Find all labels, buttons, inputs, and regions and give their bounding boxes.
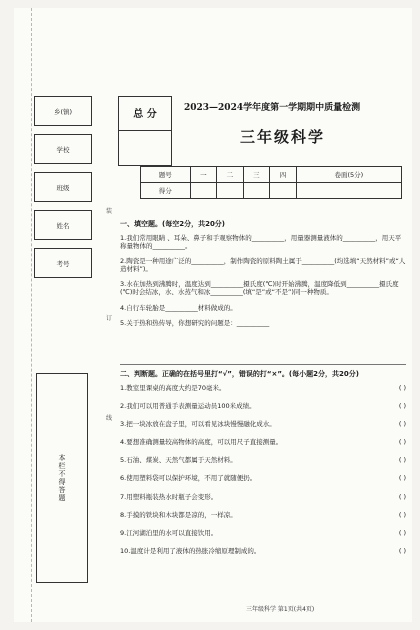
score-input-cell[interactable] <box>217 183 244 199</box>
score-input-cell[interactable] <box>243 183 270 199</box>
question: ( ) 10.温度计是利用了液体的热胀冷缩原理制成的。 <box>120 546 406 555</box>
total-score-box <box>118 96 172 166</box>
score-input-cell[interactable] <box>270 183 297 199</box>
question: 4.自行车轮胎是__________材料做成的。 <box>120 303 237 312</box>
score-table-cell: 二 <box>217 167 244 183</box>
question: ( ) 9.江河湖泊里的水可以直接饮用。 <box>120 528 406 537</box>
question: ( ) 8.手摸的铁块和木块都是凉的，一样凉。 <box>120 510 406 519</box>
section1-title: 一、填空题。(每空2分，共20分) <box>120 220 226 228</box>
field-town: 乡(镇) <box>34 96 92 126</box>
student-info-panel <box>34 96 92 286</box>
section-true-false <box>120 370 406 565</box>
question: 1.我们常用眼睛 、耳朵、鼻子和手观察物体的__________，用量器测量液体的__________，用天平称量物体的__________。 <box>120 233 402 250</box>
question: ( ) 1.教室里课桌的高度大约是70毫米。 <box>120 383 406 392</box>
score-table-cell: 卷面(5分) <box>296 167 401 183</box>
question: 2.陶瓷是一种用途广泛的__________，制作陶瓷的原料陶土属于__________(均选填“天然材料”或“人造材料”)。 <box>120 257 406 274</box>
question: ( ) 7.用塑料瓶装热水时瓶子会变形。 <box>120 492 406 501</box>
section2-title: 二、判断题。正确的在括号里打“√”，错误的打“×”。(每小题2分，共20分) <box>120 370 359 378</box>
exam-page <box>14 8 412 622</box>
total-score-label: 总 分 <box>133 109 157 120</box>
exam-title: 2023—2024学年度第一学期期中质量检测 <box>184 103 361 113</box>
page-footer: 三年级科学 第1页(共4页) <box>246 606 315 613</box>
score-table-cell: 三 <box>243 167 270 183</box>
question: ( ) 2.我们可以用普通手表测量运动员100米成绩。 <box>120 401 406 410</box>
field-school: 学校 <box>34 134 92 164</box>
score-input-cell[interactable] <box>296 183 401 199</box>
section-divider <box>120 364 406 365</box>
score-table <box>140 166 402 199</box>
score-table-cell: 一 <box>190 167 217 183</box>
field-name: 姓名 <box>34 210 92 240</box>
no-answer-zone: 本栏不得答题 <box>36 373 88 583</box>
question: ( ) 3.把一块冰放在盘子里，可以看见冰块慢慢融化成水。 <box>120 420 406 428</box>
score-table-cell: 得分 <box>141 183 191 199</box>
field-class: 班级 <box>34 172 92 202</box>
field-exam-number: 考号 <box>34 248 92 278</box>
question: ( ) 5.石油、煤炭、天然气都属于天然材料。 <box>120 456 406 465</box>
question: ( ) 6.使用塑料袋可以保护环境，不用了就随便扔。 <box>120 474 406 483</box>
bind-mark-1: 装 <box>106 208 113 215</box>
question: 5.关于热和热传导，你想研究的问题是：__________ <box>120 318 270 327</box>
question: ( ) 4.要想准确测量较高物体的高度，可以用尺子直接测量。 <box>120 438 406 447</box>
bind-mark-3: 线 <box>106 415 113 422</box>
question: 3.水在加热到沸腾时，温度达到__________摄氏度(℃)时开始沸腾，温度降低到__________摄氏度(℃)时会结冰，水、水蒸气和冰__________(填“是”或“不是”)同一种物质。 <box>120 280 399 297</box>
binding-strip <box>14 8 32 622</box>
score-table-cell: 题号 <box>141 167 191 183</box>
score-table-cell: 四 <box>270 167 297 183</box>
bind-mark-2: 订 <box>106 315 113 322</box>
grade-title: 三年级科学 <box>240 128 326 146</box>
score-input-cell[interactable] <box>190 183 217 199</box>
section-fill-in <box>120 220 406 334</box>
